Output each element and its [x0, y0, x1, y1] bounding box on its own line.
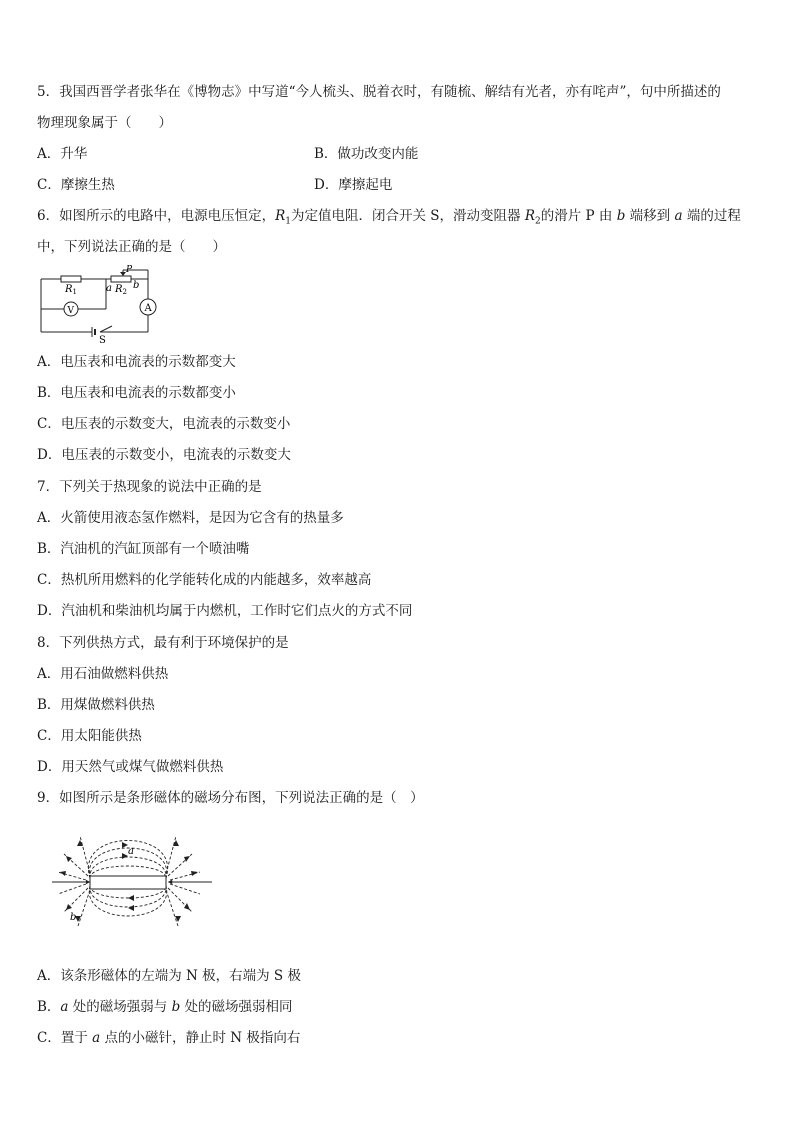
q7-option-d: D．汽油机和柴油机均属于内燃机，工作时它们点火的方式不同 [37, 603, 413, 619]
label-p: P [126, 265, 133, 275]
q6-r2-subscript: 2 [535, 216, 541, 227]
q6-a-symbol: a [674, 208, 683, 224]
q9-stem: 9．如图所示是条形磁体的磁场分布图，下列说法正确的是（ ） [37, 790, 424, 806]
q6-r1-symbol: R [275, 208, 286, 224]
q9-option-b-text: 处的磁场强弱与 [68, 999, 172, 1015]
q9-magnet-field-diagram [50, 826, 214, 932]
q7-option-c: C．热机所用燃料的化学能转化成的内能越多，效率越高 [37, 572, 372, 588]
q8-option-b: B．用煤做燃料供热 [37, 697, 155, 713]
q5-option-d: D．摩擦起电 [314, 177, 393, 193]
q9-option-c [37, 1028, 300, 1048]
label-switch: S [99, 335, 106, 344]
q9-option-c-text: 点的小磁针，静止时 N 极指向右 [100, 1030, 301, 1046]
q6-text: 端的过程 [682, 208, 741, 224]
q6-option-a: A．电压表和电流表的示数都变大 [37, 354, 236, 370]
q6-stem-line2: 中，下列说法正确的是（ ） [37, 239, 226, 255]
q7-option-b: B．汽油机的汽缸顶部有一个喷油嘴 [37, 541, 250, 557]
q6-text: 为定值电阻．闭合开关 S，滑动变阻器 [291, 208, 525, 224]
q7-option-a: A．火箭使用液态氢作燃料，是因为它含有的热量多 [37, 510, 344, 526]
q6-r2-symbol: R [524, 208, 536, 224]
field-line [80, 836, 90, 874]
field-arrow-icon [184, 903, 190, 910]
q8-stem: 8．下列供热方式，最有利于环境保护的是 [37, 635, 289, 651]
q5-stem-line1: 5．我国西晋学者张华在《博物志》中写道“今人梳头、脱着衣时，有随梳、解结有光者，亦有咤声”，句中所描述的 [37, 84, 721, 100]
label-b-end: b [133, 280, 140, 291]
q5-option-c: C．摩擦生热 [37, 177, 115, 193]
field-line [89, 886, 166, 916]
label-r2: $R_2$ [115, 284, 127, 296]
q6-stem-line1 [37, 206, 741, 232]
q5-option-a: A．升华 [37, 146, 88, 162]
field-line [166, 836, 176, 874]
label-r1: $R_1$ [65, 284, 77, 296]
q6-circuit-diagram [36, 262, 166, 344]
q6-text: 端移到 [625, 208, 675, 224]
q6-option-d: D．电压表的示数变小，电流表的示数变大 [37, 447, 291, 463]
field-arrow-icon [191, 871, 198, 876]
q6-text: 的滑片 P 由 [540, 208, 617, 224]
q6-text: 6．如图所示的电路中，电源电压恒定， [37, 208, 276, 224]
q9-option-b [37, 997, 293, 1017]
label-voltmeter: V [67, 306, 74, 316]
q9-option-c-text: C．置于 [37, 1030, 93, 1046]
q6-b-symbol: b [616, 208, 626, 224]
field-line [170, 884, 200, 894]
switch-blade [100, 326, 112, 332]
label-point-b: b [70, 912, 77, 923]
field-arrow-icon [128, 895, 134, 901]
bar-magnet [90, 876, 166, 889]
label-a-end: a [106, 283, 112, 294]
q6-option-b: B．电压表和电流表的示数都变小 [37, 385, 236, 401]
q8-option-d: D．用天然气或煤气做燃料供热 [37, 759, 224, 775]
q8-option-c: C．用太阳能供热 [37, 728, 142, 744]
field-line [78, 890, 90, 926]
q5-option-b: B．做功改变内能 [314, 146, 419, 162]
field-line [58, 884, 86, 894]
q8-option-a: A．用石油做燃料供热 [37, 666, 169, 682]
rheostat-r2 [111, 276, 131, 282]
q9-option-c-a-symbol: a [92, 1030, 101, 1046]
field-line [90, 857, 166, 878]
field-arrow-icon [60, 871, 66, 876]
q9-option-b-text: 处的磁场强弱相同 [180, 999, 293, 1015]
q9-option-b-a-symbol: a [60, 999, 69, 1015]
label-point-a: a [128, 846, 134, 857]
label-ammeter: A [144, 303, 152, 314]
field-line [166, 890, 178, 926]
q7-stem: 7．下列关于热现象的说法中正确的是 [37, 479, 262, 495]
field-arrow-icon [66, 904, 72, 910]
q9-option-a: A．该条形磁体的左端为 N 极，右端为 S 极 [37, 968, 301, 984]
q9-option-b-b-symbol: b [171, 999, 181, 1015]
resistor-r1 [61, 276, 81, 282]
q6-r1-subscript: 1 [285, 216, 291, 227]
q5-stem-line2: 物理现象属于（ ） [37, 115, 172, 131]
q6-option-c: C．电压表的示数变大，电流表的示数变小 [37, 416, 291, 432]
field-arrow-icon [128, 905, 134, 911]
q9-option-b-text: B． [37, 999, 61, 1015]
